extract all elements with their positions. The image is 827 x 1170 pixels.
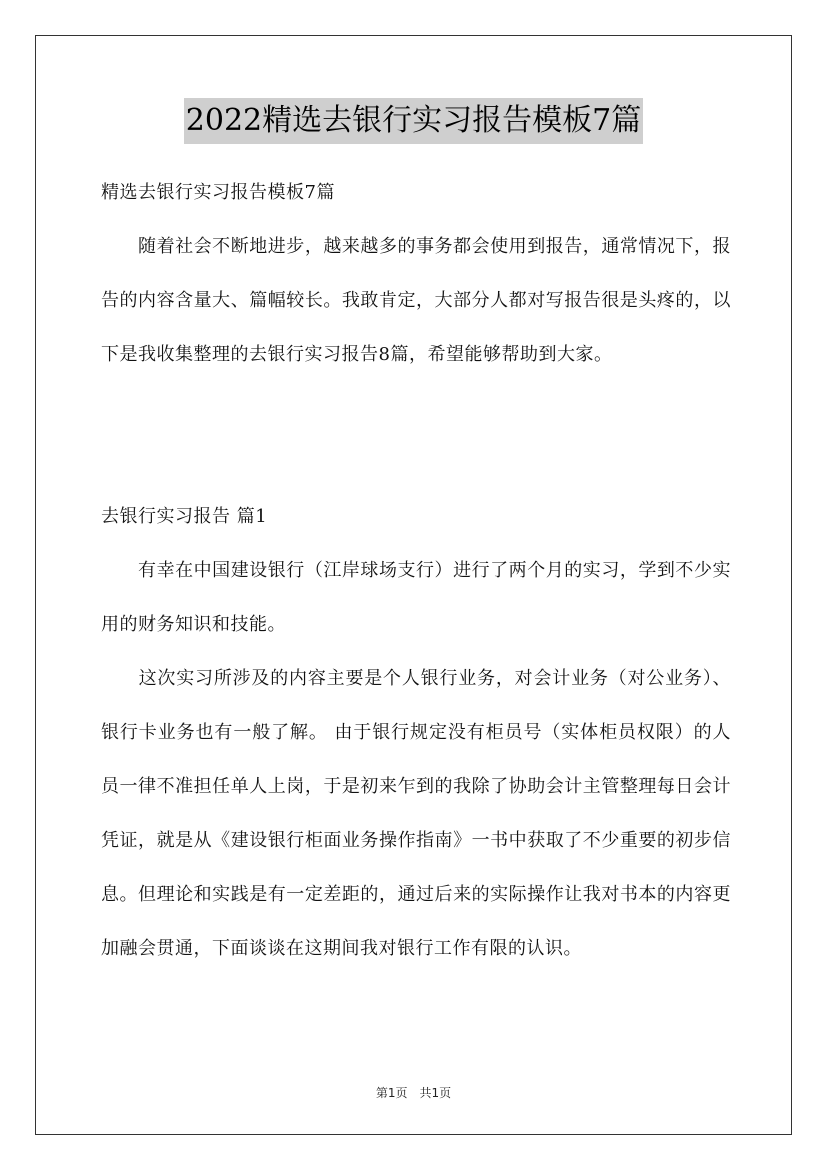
document-subtitle: 精选去银行实习报告模板7篇 bbox=[101, 182, 335, 203]
paragraph-2: 这次实习所涉及的内容主要是个人银行业务，对会计业务（对公业务）、银行卡业务也有一般了解。 由于银行规定没有柜员号（实体柜员权限）的人员一律不准担任单人上岗，于是初来乍到的我除了协助会计主管整理每日会计凭证，就是从《建设银行柜面业务操作指南》一书中获取了不少重要的初步信息。但理论和实践是有一定差距的，通过后来的实际操作让我对书本的内容更加融会贯通，下面谈谈在这期间我对银行工作有限的认识。 bbox=[101, 668, 731, 959]
document-title: 2022精选去银行实习报告模板7篇 bbox=[184, 98, 643, 144]
title-container bbox=[0, 98, 827, 144]
section-heading: 去银行实习报告 篇1 bbox=[101, 506, 268, 527]
page-footer: 第1页 共1页 bbox=[375, 1086, 452, 1100]
paragraph-1: 有幸在中国建设银行（江岸球场支行）进行了两个月的实习，学到不少实用的财务知识和技能。 bbox=[101, 560, 731, 635]
intro-paragraph: 随着社会不断地进步，越来越多的事务都会使用到报告，通常情况下，报告的内容含量大、篇幅较长。我敢肯定，大部分人都对写报告很是头疼的，以下是我收集整理的去银行实习报告8篇，希望能够帮助到大家。 bbox=[101, 236, 731, 365]
